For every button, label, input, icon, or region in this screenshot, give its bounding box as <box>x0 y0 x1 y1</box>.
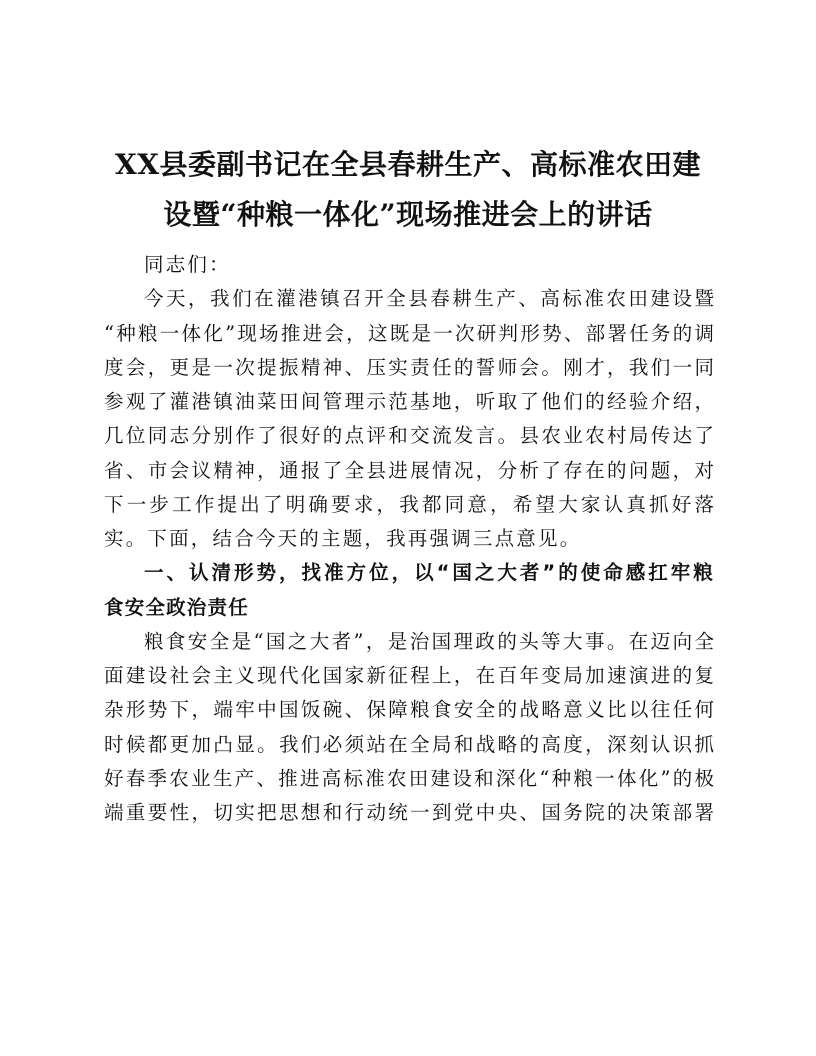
paragraph-line: 实。下面，结合今天的主题，我再强调三点意见。 <box>104 527 582 550</box>
document-title <box>100 140 716 240</box>
paragraph-line: 粮食安全是“国之大者”，是治国理政的头等大事。在迈向全 <box>144 629 714 653</box>
paragraph-line: 时候都更加凸显。我们必须站在全局和战略的高度，深刻认识抓 <box>104 732 714 756</box>
title-line: 设暨“种粮一体化”现场推进会上的讲话 <box>163 198 653 231</box>
paragraph-line: 参观了灌港镇油菜田间管理示范基地，听取了他们的经验介绍， <box>104 390 714 413</box>
paragraph-line: 好春季农业生产、推进高标准农田建设和深化“种粮一体化”的极 <box>104 766 714 790</box>
paragraph-line: 省、市会议精神，通报了全县进展情况，分析了存在的问题，对 <box>104 458 714 482</box>
paragraph-line: 面建设社会主义现代化国家新征程上，在百年变局加速演进的复 <box>104 664 714 687</box>
paragraph-line: 下一步工作提出了明确要求，我都同意，希望大家认真抓好落 <box>104 492 714 516</box>
speech-body <box>104 248 714 830</box>
paragraph-line: “种粮一体化”现场推进会，这既是一次研判形势、部署任务的调 <box>104 321 714 345</box>
paragraph-line: 端重要性，切实把思想和行动统一到党中央、国务院的决策部署 <box>104 801 714 824</box>
paragraph-line: 今天，我们在灌港镇召开全县春耕生产、高标准农田建设暨 <box>144 287 714 311</box>
paragraph-line: 杂形势下，端牢中国饭碗、保障粮食安全的战略意义比以往任何 <box>104 698 714 722</box>
title-line: XX县委副书记在全县春耕生产、高标准农田建 <box>115 148 701 181</box>
paragraph-line: 度会，更是一次提振精神、压实责任的誓师会。刚才，我们一同 <box>104 355 714 379</box>
paragraph-line: 几位同志分别作了很好的点评和交流发言。县农业农村局传达了 <box>104 424 714 448</box>
section-heading-line: 一、认清形势，找准方位，以“国之大者”的使命感扛牢粮 <box>144 561 714 585</box>
salutation: 同志们： <box>144 253 231 276</box>
section-heading-line: 食安全政治责任 <box>104 595 249 619</box>
